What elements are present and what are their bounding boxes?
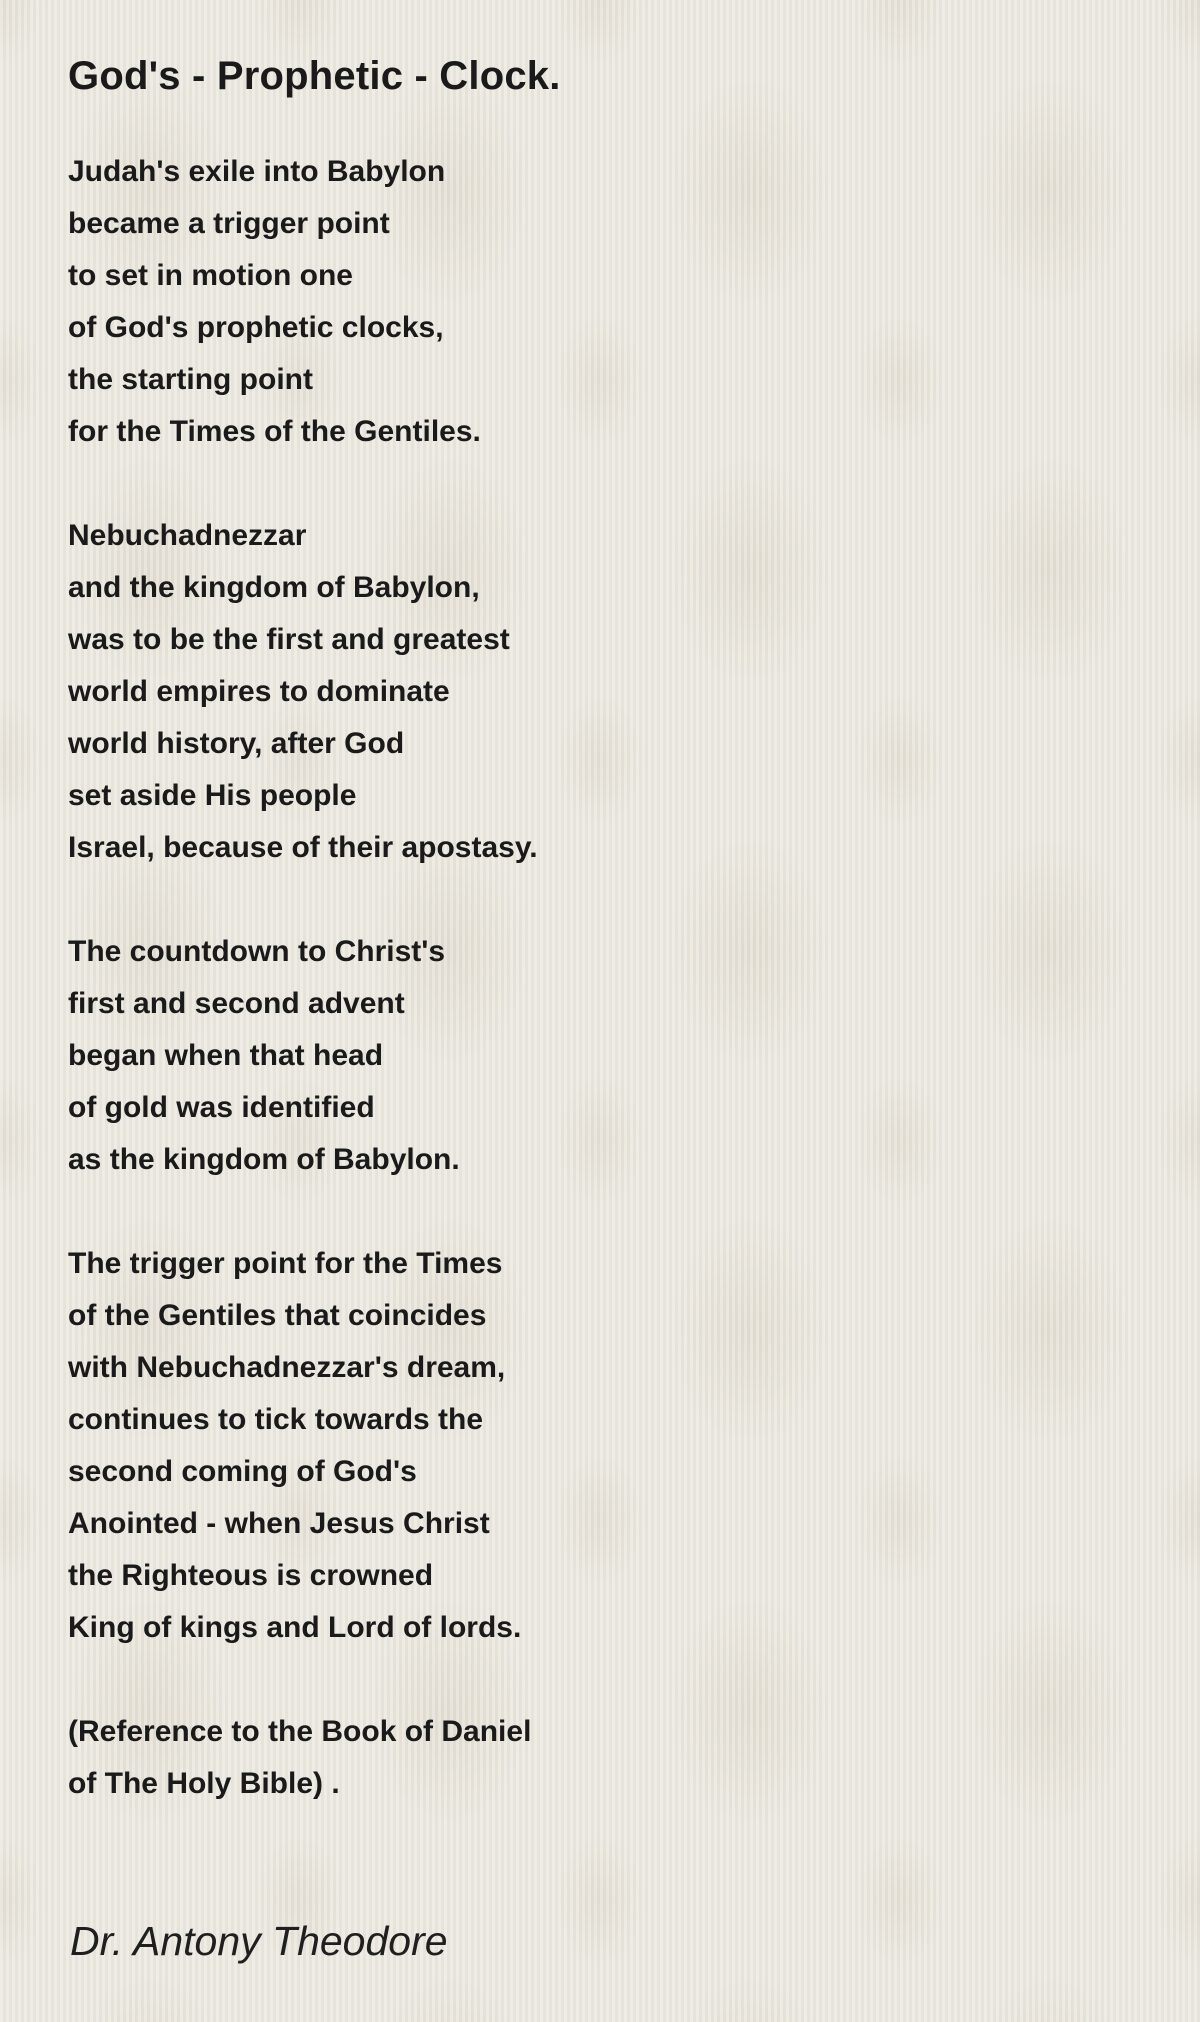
poem-line: for the Times of the Gentiles. xyxy=(68,415,481,448)
poem-line: of gold was identified xyxy=(68,1091,375,1124)
poem-line: of The Holy Bible) . xyxy=(68,1767,340,1800)
poem-line: the Righteous is crowned xyxy=(68,1559,434,1592)
poem-line: The trigger point for the Times xyxy=(68,1247,503,1280)
poem-line: as the kingdom of Babylon. xyxy=(68,1143,460,1176)
poem-line: King of kings and Lord of lords. xyxy=(68,1611,522,1644)
poem-line: world history, after God xyxy=(68,727,405,760)
poem-line: the starting point xyxy=(68,363,313,396)
poem-line: of the Gentiles that coincides xyxy=(68,1299,487,1332)
poem-line: world empires to dominate xyxy=(68,675,450,708)
poem-line: Judah's exile into Babylon xyxy=(68,155,446,188)
poem-line: Israel, because of their apostasy. xyxy=(68,831,538,864)
poem-line: second coming of God's xyxy=(68,1455,417,1488)
poem-line: set aside His people xyxy=(68,779,357,812)
poem-line: continues to tick towards the xyxy=(68,1403,484,1436)
poem-line: Nebuchadnezzar xyxy=(68,519,307,552)
poem-line: to set in motion one xyxy=(68,259,353,292)
poem-author: Dr. Antony Theodore xyxy=(70,1918,448,1964)
stanza xyxy=(68,510,1128,874)
stanza xyxy=(68,1238,1128,1654)
stanza xyxy=(68,926,1128,1186)
poem-line: began when that head xyxy=(68,1039,384,1072)
poem-body xyxy=(68,146,1128,1810)
poem-line: first and second advent xyxy=(68,987,405,1020)
poem-line: The countdown to Christ's xyxy=(68,935,446,968)
poem-line: was to be the first and greatest xyxy=(68,623,510,656)
poem-line: Anointed - when Jesus Christ xyxy=(68,1507,490,1540)
poem-line: with Nebuchadnezzar's dream, xyxy=(68,1351,506,1384)
poem-title: God's - Prophetic - Clock. xyxy=(68,54,561,98)
poem-line: became a trigger point xyxy=(68,207,390,240)
poem-line: and the kingdom of Babylon, xyxy=(68,571,480,604)
stanza xyxy=(68,1706,1128,1810)
stanza xyxy=(68,146,1128,458)
poem-line: (Reference to the Book of Daniel xyxy=(68,1715,532,1748)
poem-container xyxy=(68,52,1128,1862)
poem-line: of God's prophetic clocks, xyxy=(68,311,444,344)
